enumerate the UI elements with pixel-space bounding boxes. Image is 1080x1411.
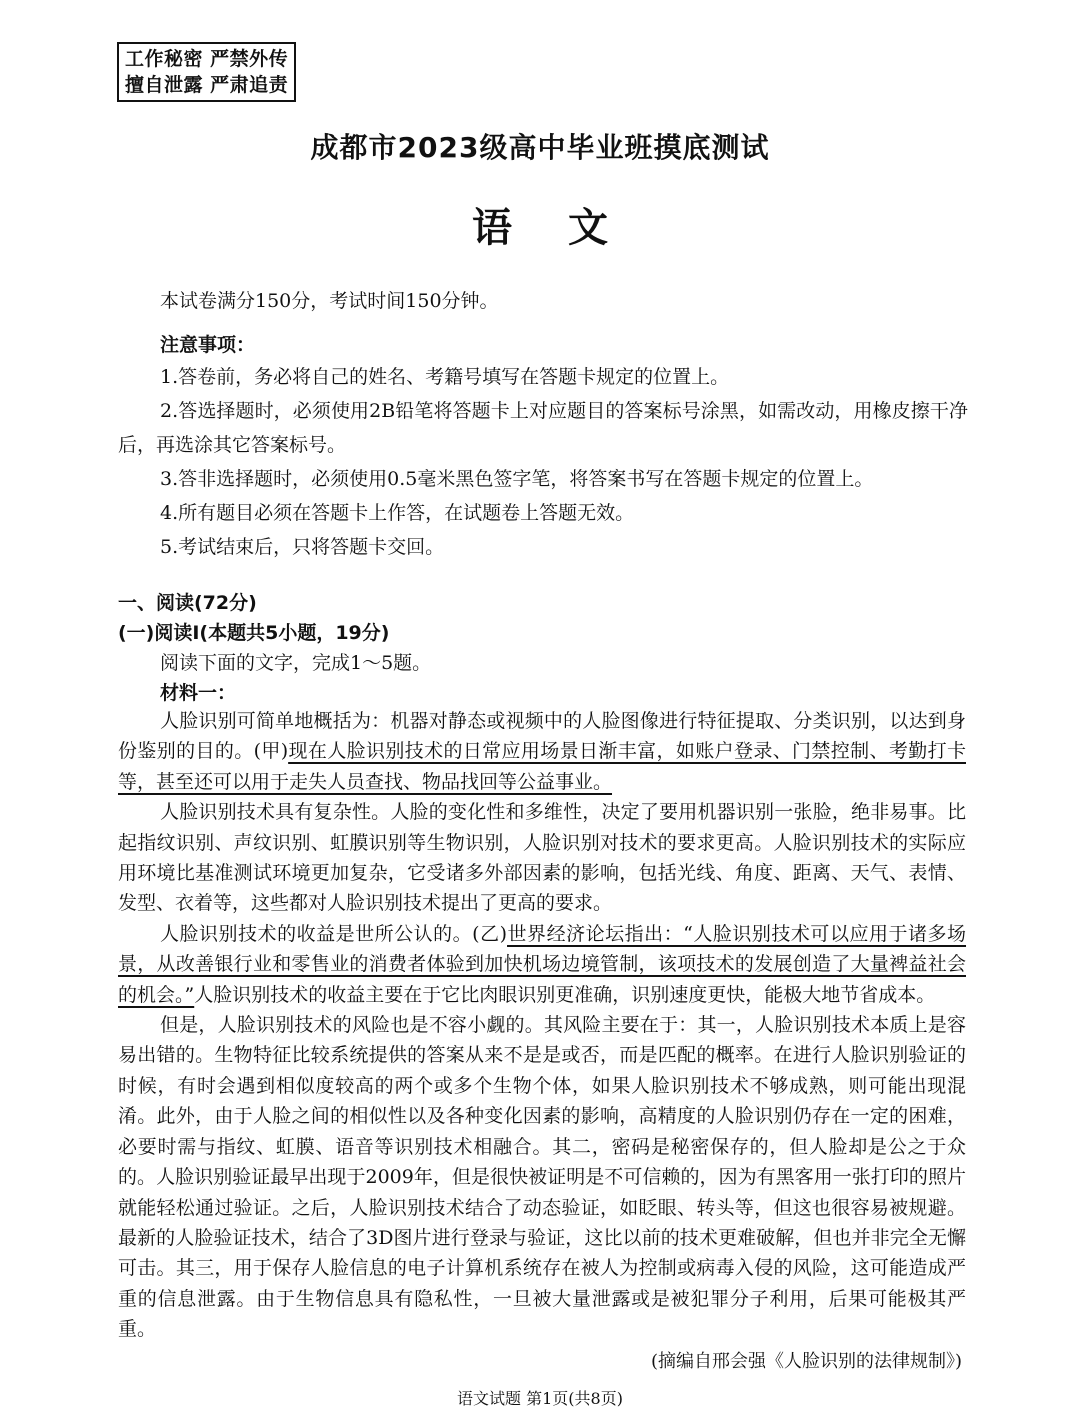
confidential-stamp: [117, 42, 296, 102]
section-heading: 一、阅读(72分): [118, 592, 257, 614]
notes-heading: 注意事项：: [160, 334, 256, 356]
passage-text: 人脸识别技术的收益是世所公认的。(乙): [160, 922, 508, 945]
exam-title: 成都市2023级高中毕业班摸底测试: [310, 131, 770, 164]
source-citation: (摘编自邢会强《人脸识别的法律规制》): [650, 1351, 962, 1372]
passage-paragraph: [118, 706, 966, 797]
passage-text: 人脸识别技术的收益主要在于它比肉眼识别更准确，识别速度更快，能极大地节省成本。: [194, 983, 936, 1006]
notes-list: [118, 360, 968, 564]
passage-paragraph: 人脸识别技术具有复杂性。人脸的变化性和多维性，决定了要用机器识别一张脸，绝非易事。比起指纹识别、声纹识别、虹膜识别等生物识别，人脸识别对技术的要求更高。人脸识别技术的实际应用环境比基准测试环境更加复杂，它受诸多外部因素的影响，包括光线、角度、距离、天气、表情、发型、衣着等，这些都对人脸识别技术提出了更高的要求。: [118, 801, 966, 915]
passage-paragraph: 但是，人脸识别技术的风险也是不容小觑的。其风险主要在于：其一，人脸识别技术本质上是容易出错的。生物特征比较系统提供的答案从来不是是或否，而是匹配的概率。在进行人脸识别验证的时候，有时会遇到相似度较高的两个或多个生物个体，如果人脸识别技术不够成熟，则可能出现混淆。此外，由于人脸之间的相似性以及各种变化因素的影响，高精度的人脸识别仍存在一定的困难，必要时需与指纹、虹膜、语音等识别技术相融合。其二，密码是秘密保存的，但人脸却是公之于众的。人脸识别验证最早出现于2009年，但是很快被证明是不可信赖的，因为有黑客用一张打印的照片就能轻松通过验证。之后，人脸识别技术结合了动态验证，如眨眼、转头等，但这也很容易被规避。最新的人脸验证技术，结合了3D图片进行登录与验证，这比以前的技术更难破解，但也并非完全无懈可击。其三，用于保存人脸信息的电子计算机系统存在被人为控制或病毒入侵的风险，这可能造成严重的信息泄露。由于生物信息具有隐私性，一旦被大量泄露或是被犯罪分子利用，后果可能极其严重。: [118, 1014, 966, 1341]
passage-text: 人脸识别可简单地概括为：机器对静态或视频中的人脸图像进行特征提取、分类识别，以达到身份鉴别的目的。(甲): [118, 710, 966, 763]
note-item: 2.答选择题时，必须使用2B铅笔将答题卡上对应题目的答案标号涂黑，如需改动，用橡皮擦干净后，再选涂其它答案标号。: [118, 400, 968, 456]
underlined-sentence-jia: 现在人脸识别技术的日常应用场景日渐丰富，如账户登录、门禁控制、考勤打卡等，甚至还可以用于走失人员查找、物品找回等公益事业。: [118, 740, 966, 793]
confidential-stamp-line1: 工作秘密 严禁外传: [125, 48, 289, 70]
reading-instruction: 阅读下面的文字，完成1～5题。: [160, 652, 432, 674]
underlined-sentence-yi: 世界经济论坛指出：“人脸识别技术可以应用于诸多场景，从改善银行业和零售业的消费者体验到加快机场边境管制，该项技术的发展创造了大量裨益社会的机会。”: [118, 922, 967, 1006]
subsection-heading: (一)阅读Ⅰ(本题共5小题，19分): [118, 622, 390, 644]
confidential-stamp-line2: 擅自泄露 严肃追责: [125, 74, 289, 96]
page-footer: 语文试题 第1页(共8页): [457, 1389, 623, 1408]
passage: [118, 706, 966, 1345]
note-item: 4.所有题目必须在答题卡上作答，在试题卷上答题无效。: [160, 502, 635, 524]
material-label: 材料一：: [160, 682, 237, 704]
note-item: 3.答非选择题时，必须使用0.5毫米黑色签字笔，将答案书写在答题卡规定的位置上。: [160, 468, 874, 490]
passage-paragraph: [118, 919, 966, 1010]
note-item: 1.答卷前，务必将自己的姓名、考籍号填写在答题卡规定的位置上。: [160, 366, 730, 388]
note-item: 5.考试结束后，只将答题卡交回。: [160, 536, 445, 558]
exam-intro: 本试卷满分150分，考试时间150分钟。: [160, 290, 499, 312]
subject-title: 语文: [472, 205, 664, 251]
